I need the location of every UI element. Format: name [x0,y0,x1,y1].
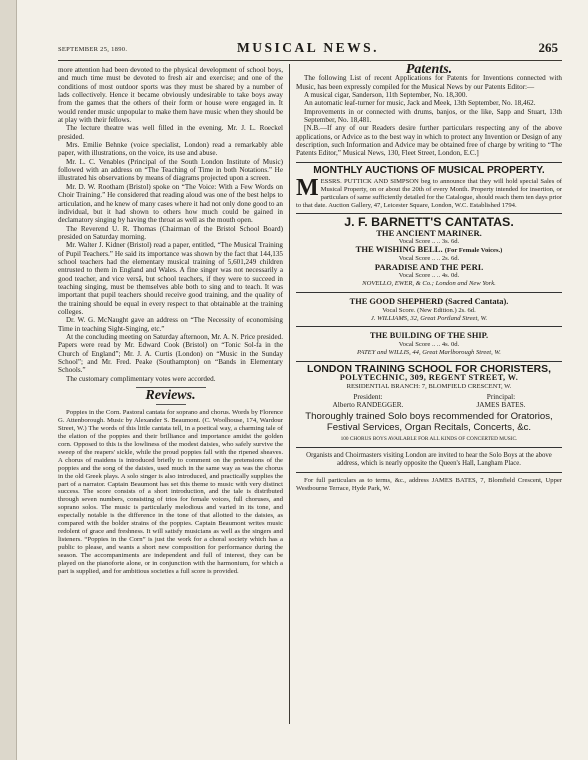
article-paragraph: more attention had been devoted to the physical development of school boys, and much time must be devoted to fresh air and exercise; and one of the conditions of most outdoor sports was they must be shared by a number of lads collectively. Hence it became obviously undesirable to take boys away from the games that the others of their form or house were engaged in. It would render music unpopular to make them have music when they should be at play with their fellows. [58,66,283,125]
publisher-line: NOVELLO, EWER, & Co.; London and New York. [362,280,496,288]
school-tagline: Thoroughly trained Solo boys recommended for Oratorios, Festival Services, Organ Recitals, Concerts, &c. [305,410,553,433]
good-shepherd-title: THE GOOD SHEPHERD (Sacred Cantata). [349,296,509,306]
cantata-price: Vocal Score .. .. 3s. 6d. [398,237,460,245]
page-header [58,40,558,56]
section-rule [296,447,562,448]
patents-note: [N.B.—If any of our Readers desire further particulars respecting any of the above applications, or Advice as to the best way in which to protect any Invention or Design of any description, such Information and Advice may be obtained free of charge by writing to “The Patents Editor,” Musical News, 130, Fleet Street, London, E.C.] [296,124,562,158]
issue-date: SEPTEMBER 25, 1890. [58,46,128,53]
article-paragraph: At the concluding meeting on Saturday afternoon, Mr. A. N. Price presided. Papers were read by Mr. Edward Cook (Bristol) on “Tonic Sol-fa in the Church of England”; Mr. J. A. Curtis (London) on “Music in the Sunday School”; and Mr. Fred. Peake (Southampton) on “Bands in Elementary Schools.” [58,333,283,375]
school-terms: For full particulars as to terms, &c., address JAMES BATES, 7, Blomfield Crescent, Upper Westbourne Terrace, Hyde Park, W. [296,477,562,492]
ship-price: Vocal Score .. .. 4s. 0d. [398,341,460,349]
publisher-line: PATEY and WILLIS, 44, Great Marlborough Street, W. [357,349,501,357]
section-rule [296,213,562,214]
cantata-title: PARADISE AND THE PERI. [374,262,484,273]
patent-item: An automatic leaf-turner for music, Jack and Meek, 13th September, No. 18,462. [304,99,536,108]
cantata-title [296,245,562,255]
school-branch: RESIDENTIAL BRANCH: 7, BLOMFIELD CRESCENT, W. [346,382,512,390]
section-rule [296,361,562,362]
adjacent-page-edge [0,0,17,760]
cantata-title: THE ANCIENT MARINER. [376,227,482,238]
page-number: 265 [538,40,558,55]
president-name: Alberto RANDEGGER. [332,399,404,409]
president-label: President: [353,391,383,401]
article-paragraph: The customary complimentary votes were accorded. [66,374,216,383]
auctions-text: ESSRS. PUTTICK AND SIMPSON beg to announce that they will hold special Sales of Musical Property, on or about the 20th of every Month. Property intended for insertion, or particulars of same sufficiently detailed for the Catalogue, should reach them ten days prior to that date. Auction Gallery, 47, Leicester Square, London, W.C. Established 1794. [296,178,562,209]
article-paragraph: Mrs. Emilie Behnke (voice specialist, London) read a remarkably able paper, with illustrations, on the voice, its use and abuse. [58,141,283,158]
cantata-price: Vocal Score .. .. 4s. 0d. [398,272,460,280]
masthead-title: MUSICAL NEWS. [236,40,380,55]
ship-title: THE BUILDING OF THE SHIP. [369,331,489,341]
article-paragraph: Mr. L. C. Venables (Principal of the South London Institute of Music) followed with an address on “The Teaching of Time in both Notations.” He illustrated his observations by means of diagrams projected upon a screen. [58,157,283,183]
article-paragraph: Dr. W. G. McNaught gave an address on “The Necessity of economising Time in teaching Sight-Singing, etc.” [58,316,283,333]
cantata-price: Vocal Score .. .. 2s. 6d. [398,255,460,263]
article-paragraph: Mr. D. W. Rootham (Bristol) spoke on “The Voice: With a Few Words on Choir Training.” He considered that reading aloud was one of the best helps to articulation, and he knew of many cases where it had not only done good to an individual, but it had shown to others how much could be gained in declamatory singing by having the throat as well as the mouth open. [58,182,283,225]
cantata-title-text: THE WISHING BELL. [355,244,443,255]
drop-cap: M [296,175,319,202]
section-rule [296,472,562,473]
chorus-boys-note: 100 CHORUS BOYS AVAILABLE FOR ALL KINDS OF CONCERTED MUSIC. [340,436,518,443]
article-paragraph: The lecture theatre was well filled in the evening. Mr. J. L. Roeckel presided. [58,124,283,141]
good-shepherd-price: Vocal Score. (New Edition.) 2s. 6d. [382,306,476,314]
left-column [58,66,283,575]
principal-name: JAMES BATES. [476,399,526,409]
section-rule [296,292,562,293]
cantata-note: (For Female Voices.) [444,247,503,255]
barnett-heading: J. F. BARNETT'S CANTATAS. [344,215,514,230]
patents-intro: The following List of recent Applications for Patents for Inventions connected with Music, has been expressly compiled for the Musical News by our Patents Editor:— [296,74,562,91]
patent-item: Improvements in or connected with drums, banjos, or the like, Sapp and Stuart, 13th September, No. 18,481. [304,107,562,125]
auctions-notice [296,175,562,209]
article-paragraph: The Reverend U. R. Thomas (Chairman of the Bristol School Board) presided on Saturday morning. [58,224,283,241]
reviews-heading: Reviews. [145,388,196,404]
article-paragraph: Mr. Walter J. Kidner (Bristol) read a paper, entitled, “The Musical Training of Pupil Teachers.” He said its importance was shown by the fact that 144,135 school teachers had the elementary musical training of 5,601,249 children entrusted to them in England and Wales. A fine singer was not necessarily a good teacher, and vice versâ, but school teachers, if they were to succeed in teaching singing, must be themselves able both to sing and to teach. It was important that pupil teachers should receive good training, and the quality of the training should be equal in every respect to that obtainable at the training colleges. [58,241,283,316]
principal-block [476,393,525,409]
column-divider [289,64,290,724]
patents-heading: Patents. [405,62,453,77]
patent-item: A musical cigar, Sanderson, 11th September, No. 18,300. [304,91,468,100]
school-address: POLYTECHNIC, 309, REGENT STREET, W. [339,373,519,383]
school-heading: LONDON TRAINING SCHOOL FOR CHORISTERS, [307,364,551,376]
section-rule [296,162,562,163]
section-rule [296,326,562,327]
organists-notice: Organists and Choirmasters visiting London are invited to hear the Solo Boys at the above address, which is nearly opposite the Queen's Hall, Langham Place. [306,452,552,468]
review-text: Poppies in the Corn. Pastoral cantata for soprano and chorus. Words by Florence G. Attenborough. Music by Alexander S. Beaumont. (C. Woolhouse, 174, Wardour Street, W.) The words of this little cantata tell, in a poetical way, a charming tale of the elation of the poppies and their brilliance and importance amidst the golden corn. Opposed to this is the lowliness of the modest daisies, who safely survive the sweep of the reapers' sickle, while the proud poppies fall with the ripened sheaves. A chorus of maidens is introduced briefly to comment on the pretensions of the poppies and the song of the daisies, used much in the same way as was the chorus in the old Greek plays. A solo singer is also introduced, and practically supplies the part of a narrator. Captain Beaumont has set this theme to music with very distinct success. The score consists of a short introduction, and the tale is distributed through seven numbers, consisting of trios for female voices, full choruses, and soprano solos. The music is particularly melodious and varied in its tone, and especially notable is the difference in the tone of that allotted to the daisies, as compared with the bolder strains of the poppies. Captain Beaumont writes music redolent of grace and freshness. It will satisfy musicians as well as the singers and listeners. “Poppies in the Corn” is just the work for a choral society which has a public to please, and wants a short new composition for performance during the season. The accompaniments are independent and full of interest, they can be played on the pianoforte alone, or in conjunction with the harmonium, for which a part is supplied, and for ambitious societies a full score is provided. [58,409,283,575]
publisher-line: J. WILLIAMS, 32, Great Portland Street, W. [370,314,488,322]
header-rule [58,60,562,61]
section-separator [156,404,186,405]
right-column [296,62,562,493]
school-officers [296,393,562,409]
principal-label: Principal: [486,391,516,401]
auctions-heading: MONTHLY AUCTIONS OF MUSICAL PROPERTY. [313,164,545,176]
president-block [333,393,404,409]
